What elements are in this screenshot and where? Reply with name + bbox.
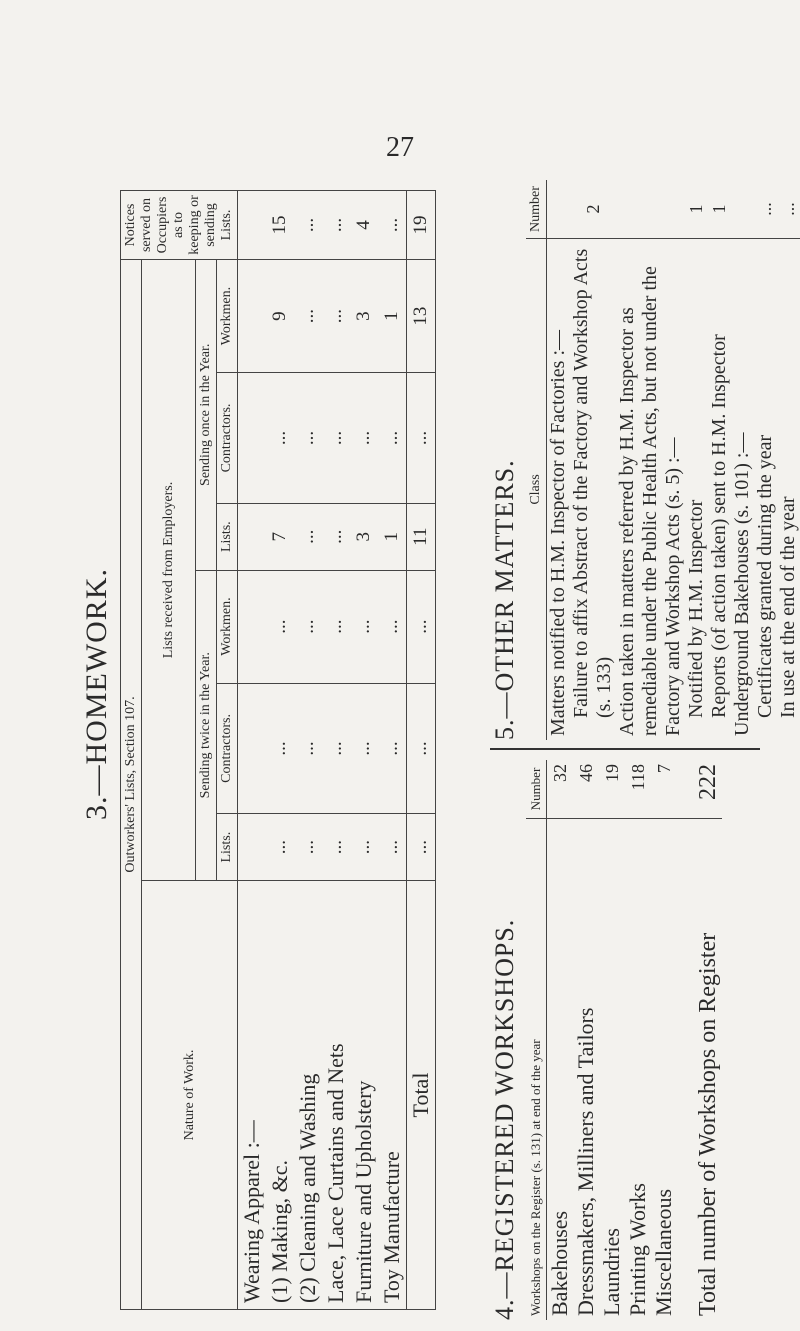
other-matter-label: Reports (of action taken) sent to H.M. Inspector <box>708 334 730 718</box>
homework-cell: ... <box>378 191 407 260</box>
workshops-total-label: Total number of Workshops on Register <box>695 932 721 1316</box>
homework-cell: 3 <box>350 503 378 570</box>
homework-cell: ... <box>294 814 322 881</box>
homework-cell: ... <box>322 814 350 881</box>
workshop-label: Bakehouses <box>547 1210 572 1316</box>
workshops-title: 4.—REGISTERED WORKSHOPS. <box>490 918 519 1320</box>
total-cell: ... <box>407 814 436 881</box>
total-cell: ... <box>407 373 436 504</box>
workshop-row <box>599 760 625 1320</box>
total-cell: 11 <box>407 503 436 570</box>
workshops-col-label: Workshops on the Register (s. 131) at end of the year <box>526 819 547 1321</box>
workshop-label: Miscellaneous <box>651 1188 676 1316</box>
other-matter-value: 1 <box>685 180 708 239</box>
other-matter-value <box>616 180 685 239</box>
work-nature-label: Toy Manufacture <box>378 881 407 1310</box>
work-nature-label: (2) Cleaning and Washing <box>294 881 322 1310</box>
homework-cell: ... <box>294 503 322 570</box>
homework-cell: ... <box>378 373 407 504</box>
homework-cell <box>238 260 267 373</box>
work-nature-label: Furniture and Upholstery <box>350 881 378 1310</box>
homework-cell: ... <box>378 570 407 683</box>
other-matter-value <box>731 180 754 239</box>
nature-header: Nature of Work. <box>142 881 238 1310</box>
other-matter-label: Underground Bakehouses (s. 101) :— <box>731 432 753 736</box>
once-workmen-header: Workmen. <box>217 260 238 373</box>
other-matters-title: 5.—OTHER MATTERS. <box>490 459 519 740</box>
homework-cell: ... <box>294 260 322 373</box>
workshop-row <box>547 760 574 1320</box>
other-matter-label: Matters notified to H.M. Inspector of Factories :— <box>547 329 569 736</box>
homework-cell: ... <box>350 814 378 881</box>
homework-row <box>350 191 378 1310</box>
homework-cell: ... <box>350 683 378 814</box>
total-cell: 13 <box>407 260 436 373</box>
other-matter-row <box>731 180 754 740</box>
twice-lists-header: Lists. <box>217 814 238 881</box>
homework-cell: ... <box>266 373 294 504</box>
work-nature-label: Wearing Apparel :— <box>238 881 267 1310</box>
total-label: Total <box>407 881 436 1310</box>
homework-cell: ... <box>294 191 322 260</box>
homework-cell: ... <box>378 683 407 814</box>
homework-cell <box>238 814 267 881</box>
homework-cell: ... <box>350 570 378 683</box>
homework-cell <box>238 570 267 683</box>
homework-cell: 15 <box>266 191 294 260</box>
homework-total-row <box>407 191 436 1310</box>
twice-contractors-header: Contractors. <box>217 683 238 814</box>
once-header: Sending once in the Year. <box>196 260 217 571</box>
twice-header: Sending twice in the Year. <box>196 570 217 880</box>
homework-cell: 1 <box>378 503 407 570</box>
homework-title: 3.—HOMEWORK. <box>80 568 113 820</box>
homework-cell: 9 <box>266 260 294 373</box>
homework-cell: 1 <box>378 260 407 373</box>
homework-cell: ... <box>322 373 350 504</box>
workshops-section <box>490 760 722 1320</box>
workshop-label: Dressmakers, Milliners and Tailors <box>573 1007 598 1316</box>
other-col-class: Class <box>526 239 547 741</box>
homework-cell: ... <box>266 814 294 881</box>
work-nature-label: (1) Making, &c. <box>266 881 294 1310</box>
other-matter-value: 1 <box>708 180 731 239</box>
homework-cell: ... <box>322 683 350 814</box>
other-matter-row <box>685 180 708 740</box>
homework-row <box>238 191 267 1310</box>
workshop-value: 7 <box>651 760 677 819</box>
workshops-total-row <box>677 760 722 1320</box>
other-col-number: Number <box>526 180 547 239</box>
other-matter-row <box>616 180 685 740</box>
homework-cell <box>238 683 267 814</box>
workshops-col-number: Number <box>526 760 547 819</box>
homework-cell: ... <box>322 503 350 570</box>
other-matter-label: Certificates granted during the year <box>754 434 776 718</box>
page-number: 27 <box>386 132 414 163</box>
homework-cell: ... <box>294 570 322 683</box>
workshop-value: 118 <box>625 760 651 819</box>
homework-cell: ... <box>322 191 350 260</box>
workshop-value: 19 <box>599 760 625 819</box>
homework-cell: ... <box>294 373 322 504</box>
homework-cell: ... <box>378 814 407 881</box>
other-matter-row <box>570 180 616 740</box>
other-matter-value <box>547 180 571 239</box>
workshop-row <box>573 760 599 1320</box>
total-cell: 19 <box>407 191 436 260</box>
homework-cell: ... <box>322 570 350 683</box>
homework-cell <box>238 503 267 570</box>
homework-cell: ... <box>266 683 294 814</box>
workshops-total-value: 222 <box>677 760 722 819</box>
workshop-value: 46 <box>573 760 599 819</box>
work-nature-label: Lace, Lace Curtains and Nets <box>322 881 350 1310</box>
workshop-label: Laundries <box>599 1228 624 1316</box>
other-matters-table <box>526 180 800 740</box>
homework-cell: ... <box>266 570 294 683</box>
workshop-label: Printing Works <box>625 1183 650 1316</box>
workshop-row <box>651 760 677 1320</box>
other-matter-value: ... <box>777 180 800 239</box>
workshops-table <box>526 760 722 1320</box>
homework-cell <box>238 373 267 504</box>
twice-workmen-header: Workmen. <box>217 570 238 683</box>
section-divider <box>490 748 760 750</box>
other-matter-row <box>547 180 571 740</box>
once-lists-header: Lists. <box>217 503 238 570</box>
total-cell: ... <box>407 570 436 683</box>
other-matter-row <box>754 180 777 740</box>
homework-row <box>378 191 407 1310</box>
homework-cell: ... <box>322 260 350 373</box>
homework-cell: 7 <box>266 503 294 570</box>
other-matter-row <box>777 180 800 740</box>
notices-header: Notices served on Occupiers as to keeping or sending Lists. <box>121 191 238 260</box>
other-matter-label: Action taken in matters referred by H.M. Inspector as remediable under the Public Health Acts, but not under the Factory and Workshop Acts (s. 5) :— <box>616 266 684 736</box>
once-contractors-header: Contractors. <box>217 373 238 504</box>
other-matter-label: Notified by H.M. Inspector <box>685 499 707 718</box>
other-matter-row <box>708 180 731 740</box>
other-matter-label: Failure to affix Abstract of the Factory and Workshop Acts (s. 133) <box>570 248 615 718</box>
total-cell: ... <box>407 683 436 814</box>
homework-cell: 3 <box>350 260 378 373</box>
homework-table <box>120 190 436 1310</box>
homework-row <box>322 191 350 1310</box>
homework-cell <box>238 191 267 260</box>
lists-received-header: Lists received from Employers. <box>142 260 196 881</box>
workshop-row <box>625 760 651 1320</box>
other-matter-label: In use at the end of the year <box>777 496 799 718</box>
homework-row <box>266 191 294 1310</box>
homework-row <box>294 191 322 1310</box>
other-matters-section <box>490 180 800 740</box>
other-matter-value: ... <box>754 180 777 239</box>
workshop-value: 32 <box>547 760 574 819</box>
homework-cell: ... <box>350 373 378 504</box>
other-matter-value: 2 <box>570 180 616 239</box>
homework-cell: 4 <box>350 191 378 260</box>
rotated-sheet <box>80 180 799 1320</box>
homework-cell: ... <box>294 683 322 814</box>
outworkers-title: Outworkers' Lists, Section 107. <box>121 260 142 1310</box>
